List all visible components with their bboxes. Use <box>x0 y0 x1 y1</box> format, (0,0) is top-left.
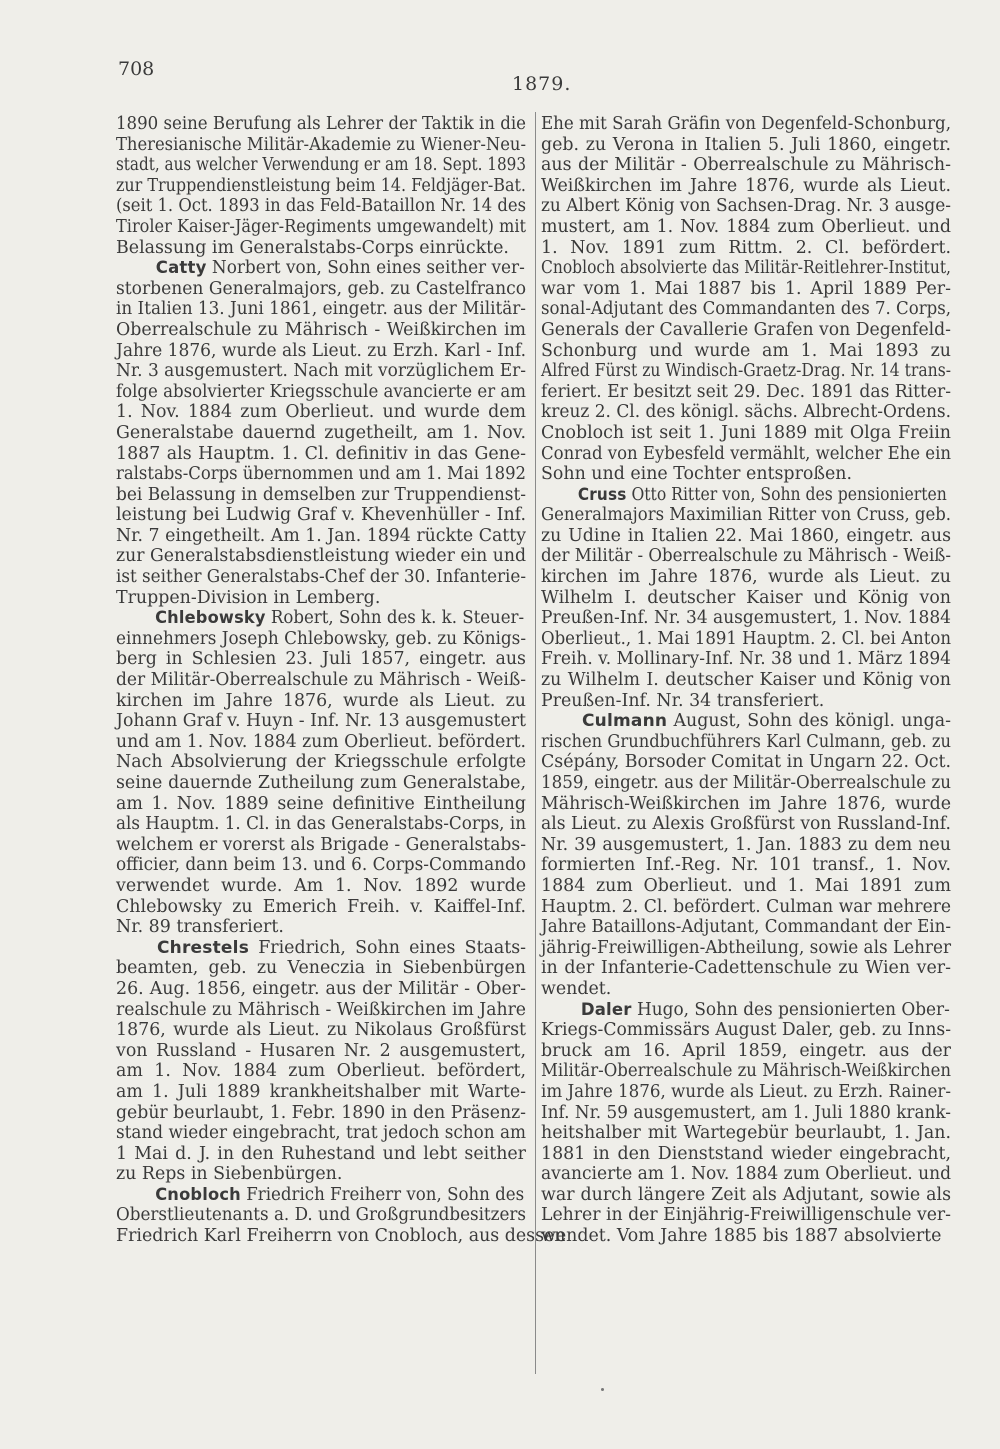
entry-first-line <box>116 258 525 279</box>
text-line <box>541 464 951 485</box>
line-text: mustert, am 1. Nov. 1884 zum Oberlieut. und <box>541 216 951 237</box>
entry-first-line <box>116 1184 525 1206</box>
text-line <box>541 238 951 259</box>
line-text: Preußen-Inf. Nr. 34 ausgemustert, 1. Nov. 1884 <box>541 608 951 629</box>
line-text: wendet. <box>541 978 612 999</box>
line-text: Truppen-Division in Lemberg. <box>116 587 381 608</box>
line-text: Friedrich, Sohn eines Staats- <box>249 937 526 958</box>
line-text: realschule zu Mährisch - Weißkirchen im Jahre <box>116 999 526 1020</box>
text-line <box>116 320 526 341</box>
line-text: Wilhelm I. deutscher Kaiser und König von <box>541 587 951 608</box>
line-text: heitshalber mit Wartegebür beurlaubt, 1. Jan. <box>541 1123 951 1144</box>
page-year-header: 1879. <box>512 73 572 95</box>
text-line <box>116 855 526 876</box>
column-divider <box>535 112 536 1374</box>
line-text: 1881 in den Dienststand wieder eingebracht, <box>541 1143 951 1164</box>
text-line <box>116 299 526 320</box>
line-text: 1 Mai d. J. in den Ruhestand und lebt seither <box>116 1143 526 1164</box>
text-line <box>541 526 951 547</box>
line-text: war vom 1. Mai 1887 bis 1. April 1889 Per- <box>541 278 951 299</box>
text-line <box>116 464 526 485</box>
line-text: Generalstabe dauernd zugetheilt, am 1. Nov. <box>116 422 526 443</box>
entry-surname: Cruss <box>577 484 627 505</box>
text-line <box>116 649 526 670</box>
line-text: aus der Militär - Oberrealschule zu Mährisch- <box>541 155 951 176</box>
text-line <box>541 896 951 918</box>
line-text: Lehrer in der Einjährig-Freiwilligenschule ver- <box>541 1205 951 1226</box>
text-line <box>541 1185 951 1206</box>
line-text: Oberlieut., 1. Mai 1891 Hauptm. 2. Cl. bei Anton <box>541 628 951 649</box>
text-line <box>541 1061 951 1082</box>
line-text: Jahre Bataillons-Adjutant, Commandant der Ein- <box>541 917 951 938</box>
line-text: kirchen im Jahre 1876, wurde als Lieut. zu <box>541 567 951 588</box>
text-line <box>116 1082 526 1103</box>
text-line <box>116 175 526 197</box>
entry-surname: Cnobloch <box>155 1184 241 1205</box>
text-line <box>116 917 526 938</box>
text-line <box>116 834 526 856</box>
line-text: bruck am 16. April 1859, eingetr. aus der <box>541 1040 951 1061</box>
line-text: leistung bei Ludwig Graf v. Khevenhüller - Inf. <box>116 505 526 526</box>
line-text: ralstabs-Corps übernommen und am 1. Mai 1892 <box>116 464 526 485</box>
entry-surname: Daler <box>580 999 632 1020</box>
text-line <box>541 855 951 876</box>
text-line <box>116 1020 526 1041</box>
line-text: am 1. Nov. 1889 seine definitive Eintheilung <box>116 793 526 814</box>
line-text: Nr. 3 ausgemustert. Nach mit vorzüglichem Er- <box>116 361 526 382</box>
line-text: Robert, Sohn des k. k. Steuer- <box>265 608 525 629</box>
line-text: Friedrich Freiherr von, Sohn des <box>240 1184 525 1205</box>
text-line <box>541 731 951 753</box>
line-text: stand wieder eingebracht, trat jedoch schon am <box>116 1123 526 1144</box>
line-text: zu Udine in Italien 22. Mai 1860, eingetr. aus <box>541 525 951 546</box>
text-line <box>116 1041 526 1062</box>
entry-surname: Chrestels <box>157 937 250 958</box>
text-line <box>116 505 526 526</box>
text-line <box>116 381 526 403</box>
text-line <box>541 402 951 423</box>
text-line <box>541 588 951 609</box>
line-text: zu Albert König von Sachsen-Drag. Nr. 3 ausge- <box>541 196 951 217</box>
stray-ink-dot <box>601 1388 604 1391</box>
line-text: officier, dann beim 13. und 6. Corps-Commando <box>116 855 526 876</box>
text-line <box>116 588 526 609</box>
text-line <box>116 444 526 465</box>
text-line <box>116 216 526 238</box>
line-text: 1. Nov. 1891 zum Rittm. 2. Cl. befördert. <box>541 237 951 258</box>
line-text: bei Belassung in demselben zur Truppendienst- <box>116 484 526 505</box>
line-text: 1890 seine Berufung als Lehrer der Taktik in die <box>116 114 526 134</box>
text-line <box>541 979 951 1000</box>
line-text: 26. Aug. 1856, eingetr. aus der Militär - Ober- <box>116 978 526 999</box>
text-line <box>541 773 951 794</box>
line-text: Cnobloch ist seit 1. Juni 1889 mit Olga Freiin <box>541 422 951 443</box>
text-line <box>541 1020 951 1041</box>
line-text: von Russland - Husaren Nr. 2 ausgemustert, <box>116 1040 526 1061</box>
text-line <box>116 814 526 835</box>
line-text: Hauptm. 2. Cl. befördert. Culman war mehrere <box>541 896 951 917</box>
text-line <box>541 937 951 959</box>
line-text: Norbert von, Sohn eines seither ver- <box>206 258 525 279</box>
text-line <box>541 1144 951 1165</box>
text-line <box>541 649 951 670</box>
line-text: Nr. 89 transferiert. <box>116 917 284 938</box>
text-line <box>541 691 951 712</box>
text-line <box>541 835 951 856</box>
line-text: Jahre 1876, wurde als Lieut. zu Erzh. Karl - Inf. <box>116 340 526 361</box>
text-line <box>116 999 526 1021</box>
line-text: Kriegs-Commissärs August Daler, geb. zu Inns- <box>541 1020 951 1041</box>
text-line <box>116 691 526 712</box>
line-text: Hugo, Sohn des pensionierten Ober- <box>631 999 950 1020</box>
text-line <box>541 217 951 238</box>
text-line <box>541 917 951 938</box>
text-line <box>541 176 951 197</box>
line-text: als Hauptm. 1. Cl. in das Generalstabs-Corps, in <box>116 814 526 835</box>
text-line <box>541 814 951 835</box>
text-line <box>116 567 526 588</box>
text-line <box>541 958 951 979</box>
text-line <box>541 299 951 320</box>
text-line <box>116 1102 526 1124</box>
text-line <box>541 1164 951 1185</box>
line-text: Otto Ritter von, Sohn des pensionierten <box>626 484 947 505</box>
entry-first-line <box>541 711 951 732</box>
text-line <box>541 341 951 362</box>
text-line <box>116 670 526 691</box>
line-text: Generalmajors Maximilian Ritter von Cruss, geb. <box>541 505 951 526</box>
line-text: Generals der Cavallerie Grafen von Degenfeld- <box>541 319 951 340</box>
text-line <box>541 258 951 279</box>
entry-first-line <box>541 484 947 506</box>
line-text: kirchen im Jahre 1876, wurde als Lieut. zu <box>116 690 526 711</box>
text-line <box>116 876 526 897</box>
text-line <box>541 135 951 156</box>
text-line <box>116 794 526 815</box>
line-text: am 1. Juli 1889 krankheitshalber mit Warte- <box>116 1081 526 1102</box>
line-text: (seit 1. Oct. 1893 in das Feld-Bataillon Nr. 14 des <box>116 196 526 217</box>
text-line <box>116 958 526 979</box>
line-text: seine dauernde Zutheilung zum Generalstabe, <box>116 773 526 793</box>
line-text: Mährisch-Weißkirchen im Jahre 1876, wurde <box>541 793 951 814</box>
text-line <box>116 1164 526 1185</box>
line-text: Inf. Nr. 59 ausgemustert, am 1. Juli 1880 krank- <box>541 1102 951 1123</box>
line-text: in Italien 13. Juni 1861, eingetr. aus der Militär- <box>116 299 526 320</box>
text-line <box>116 114 526 135</box>
line-text: am 1. Nov. 1884 zum Oberlieut. befördert, <box>116 1061 526 1082</box>
text-line <box>541 155 951 176</box>
text-line <box>541 279 951 300</box>
line-text: zu Wilhelm I. deutscher Kaiser und König von <box>541 670 951 691</box>
line-text: geb. zu Verona in Italien 5. Juli 1860, eingetr. <box>541 134 951 155</box>
text-line <box>541 876 951 897</box>
text-line <box>541 505 951 526</box>
text-line <box>116 155 526 176</box>
line-text: 1887 als Hauptm. 1. Cl. definitiv in das Gene- <box>116 443 526 464</box>
text-line <box>541 361 951 382</box>
text-line <box>541 546 951 567</box>
line-text: Cnobloch absolvierte das Militär-Reitlehrer-Institut, <box>541 258 951 279</box>
line-text: folge absolvierter Kriegsschule avancierte er am <box>116 381 526 402</box>
text-line <box>541 1041 951 1062</box>
text-line <box>541 1226 951 1247</box>
text-line <box>116 340 526 362</box>
line-text: Weißkirchen im Jahre 1876, wurde als Lieut. <box>541 175 951 196</box>
text-line <box>116 711 525 732</box>
entry-first-line <box>541 999 950 1021</box>
line-text: und am 1. Nov. 1884 zum Oberlieut. befördert. <box>116 731 526 752</box>
text-line <box>116 1123 526 1144</box>
text-line <box>541 567 951 588</box>
text-line <box>116 1226 566 1247</box>
text-line <box>541 1123 951 1144</box>
text-line <box>116 897 526 918</box>
line-text: Nr. 7 eingetheilt. Am 1. Jan. 1894 rückte Catty <box>116 525 526 546</box>
text-line <box>541 114 951 135</box>
text-line <box>116 423 526 444</box>
text-line <box>541 1081 951 1103</box>
line-text: Preußen-Inf. Nr. 34 transferiert. <box>541 690 825 711</box>
line-text: Schonburg und wurde am 1. Mai 1893 zu <box>541 340 951 361</box>
text-line <box>541 319 951 341</box>
line-text: Militär-Oberrealschule zu Mährisch-Weißkirchen <box>541 1061 951 1082</box>
text-line <box>541 794 951 815</box>
text-line <box>541 1102 951 1124</box>
line-text: August, Sohn des königl. unga- <box>667 711 951 732</box>
left-column <box>116 114 566 1247</box>
line-text: avancierte am 1. Nov. 1884 zum Oberlieut. und <box>541 1164 951 1185</box>
line-text: Tiroler Kaiser-Jäger-Regiments umgewandelt) mit <box>116 216 526 237</box>
line-text: sonal-Adjutant des Commandanten des 7. Corps, <box>541 299 951 320</box>
line-text: Alfred Fürst zu Windisch-Graetz-Drag. Nr. 14 trans- <box>541 361 951 382</box>
page-number: 708 <box>118 58 155 80</box>
text-line <box>116 402 526 423</box>
right-column <box>541 114 951 1247</box>
line-text: war durch längere Zeit als Adjutant, sowie als <box>541 1184 951 1205</box>
text-line <box>116 1205 526 1226</box>
line-text: Csépány, Borsoder Comitat in Ungarn 22. Oct. <box>541 752 951 773</box>
text-line <box>116 1061 526 1082</box>
text-line <box>116 752 526 773</box>
line-text: 1859, eingetr. aus der Militär-Oberrealschule zu <box>541 773 951 793</box>
text-line <box>541 423 951 444</box>
line-text: verwendet wurde. Am 1. Nov. 1892 wurde <box>116 875 526 896</box>
text-line <box>541 752 951 773</box>
line-text: Ehe mit Sarah Gräfin von Degenfeld-Schonburg, <box>541 114 951 134</box>
text-line <box>116 196 526 217</box>
line-text: Nr. 39 ausgemustert, 1. Jan. 1883 zu dem neu <box>541 834 951 855</box>
line-text: zu Reps in Siebenbürgen. <box>116 1164 343 1185</box>
line-text: kreuz 2. Cl. des königl. sächs. Albrecht-Ordens. <box>541 402 951 423</box>
text-line <box>116 731 526 753</box>
line-text: wendet. Vom Jahre 1885 bis 1887 absolvierte <box>541 1226 942 1247</box>
line-text: Chlebowsky zu Emerich Freih. v. Kaiffel-Inf. <box>116 896 526 917</box>
text-line <box>541 608 951 629</box>
entry-first-line <box>116 608 525 629</box>
line-text: Oberstlieutenants a. D. und Großgrundbesitzers <box>116 1205 526 1226</box>
text-line <box>541 381 951 403</box>
text-line <box>116 546 526 567</box>
line-text: Conrad von Eybesfeld vermählt, welcher Ehe ein <box>541 443 951 464</box>
line-text: in der Infanterie-Cadettenschule zu Wien ver- <box>541 958 951 979</box>
text-line <box>116 238 526 259</box>
entry-first-line <box>116 938 526 959</box>
text-line <box>116 361 526 382</box>
line-text: 1884 zum Oberlieut. und 1. Mai 1891 zum <box>541 875 951 896</box>
text-line <box>541 443 951 465</box>
line-text: im Jahre 1876, wurde als Lieut. zu Erzh. Rainer- <box>541 1081 951 1102</box>
text-line <box>116 278 526 300</box>
line-text: ist seither Generalstabs-Chef der 30. Infanterie- <box>116 567 526 588</box>
entry-surname: Chlebowsky <box>155 608 266 629</box>
line-text: Sohn und eine Tochter entsproßen. <box>541 464 852 485</box>
text-line <box>116 628 526 650</box>
line-text: beamten, geb. zu Veneczia in Siebenbürgen <box>116 958 526 979</box>
line-text: Belassung im Generalstabs-Corps einrückte. <box>116 237 509 258</box>
line-text: gebür beurlaubt, 1. Febr. 1890 in den Präsenz- <box>116 1102 526 1123</box>
text-line <box>116 1144 526 1165</box>
text-line <box>116 134 526 156</box>
line-text: welchem er vorerst als Brigade - Generalstabs- <box>116 834 526 855</box>
line-text: zur Truppendienstleistung beim 14. Feldjäger-Bat. <box>116 175 526 196</box>
line-text: Oberrealschule zu Mährisch - Weißkirchen im <box>116 319 526 340</box>
line-text: feriert. Er besitzt seit 29. Dec. 1891 das Ritter- <box>541 381 951 402</box>
entry-surname: Catty <box>155 258 207 279</box>
line-text: Johann Graf v. Huyn - Inf. Nr. 13 ausgemustert <box>116 711 526 732</box>
line-text: stadt, aus welcher Verwendung er am 18. Sept. 1893 <box>116 155 526 176</box>
line-text: einnehmers Joseph Chlebowsky, geb. zu Königs- <box>116 628 526 649</box>
text-line <box>541 670 951 691</box>
line-text: jährig-Freiwilligen-Abtheilung, sowie als Lehrer <box>541 937 951 958</box>
text-line <box>541 628 951 650</box>
line-text: 1876, wurde als Lieut. zu Nikolaus Großfürst <box>116 1020 526 1041</box>
text-line <box>541 196 951 217</box>
line-text: Freih. v. Mollinary-Inf. Nr. 38 und 1. März 1894 <box>541 649 951 670</box>
text-line <box>541 1205 951 1226</box>
line-text: der Militär - Oberrealschule zu Mährisch - Weiß- <box>541 546 951 567</box>
line-text: formierten Inf.-Reg. Nr. 101 transf., 1. Nov. <box>541 855 951 876</box>
line-text: berg in Schlesien 23. Juli 1857, eingetr. aus <box>116 649 526 670</box>
line-text: Theresianische Militär-Akademie zu Wiener-Neu- <box>116 134 526 155</box>
text-line <box>116 484 526 506</box>
line-text: Nach Absolvierung der Kriegsschule erfolgte <box>116 752 526 773</box>
line-text: als Lieut. zu Alexis Großfürst von Russland-Inf. <box>541 814 951 835</box>
text-line <box>116 773 526 794</box>
text-line <box>116 526 524 547</box>
line-text: der Militär-Oberrealschule zu Mährisch - Weiß- <box>116 670 526 691</box>
entry-surname: Culmann <box>582 711 668 732</box>
line-text: rischen Grundbuchführers Karl Culmann, geb. zu <box>541 731 951 752</box>
line-text: zur Generalstabsdienstleistung wieder ein und <box>116 546 526 567</box>
line-text: 1. Nov. 1884 zum Oberlieut. und wurde dem <box>116 402 526 423</box>
line-text: storbenen Generalmajors, geb. zu Castelfranco <box>116 278 526 299</box>
line-text: Friedrich Karl Freiherrn von Cnobloch, aus dessen <box>116 1226 566 1247</box>
text-line <box>116 979 526 1000</box>
